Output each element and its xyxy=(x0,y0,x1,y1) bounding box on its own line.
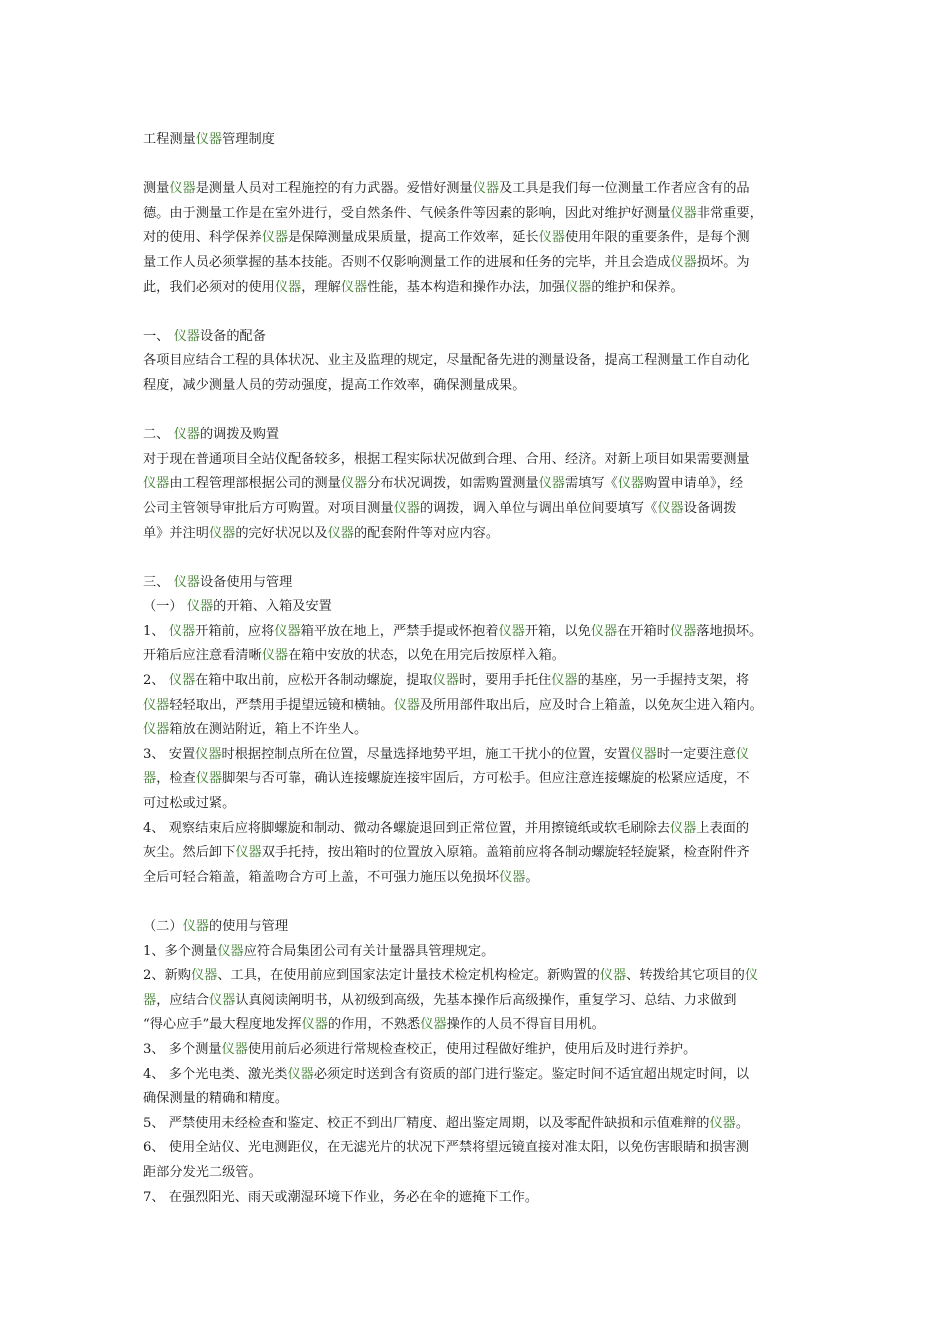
text-segment: 。 xyxy=(735,1115,750,1131)
keyword-link: 仪器 xyxy=(173,574,200,590)
keyword-link: 仪器 xyxy=(340,476,368,492)
keyword-link: 仪器 xyxy=(538,230,565,246)
keyword-link: 仪器 xyxy=(657,500,684,516)
text-line xyxy=(143,522,815,547)
text-line xyxy=(143,325,815,350)
text-line xyxy=(143,1112,815,1137)
text-line xyxy=(143,644,815,669)
paragraph-gap xyxy=(143,546,815,571)
keyword-link: 仪器 xyxy=(274,623,301,639)
text-segment: 操作的人员不得盲目用机。 xyxy=(446,1017,605,1033)
text-line xyxy=(143,866,815,891)
text-segment: 单》并注明 xyxy=(143,525,209,541)
keyword-link: 仪器 xyxy=(274,279,302,295)
text-segment: 落地损坏。 xyxy=(696,623,763,639)
text-segment: 对的使用、科学保养 xyxy=(143,230,262,246)
keyword-link: 仪器 xyxy=(670,205,697,221)
text-segment: 的调拨，调入单位与调出单位间要填写《 xyxy=(419,500,658,516)
text-segment: 箱平放在地上，严禁手提或怀抱着 xyxy=(300,623,499,639)
text-segment: 工程测量 xyxy=(143,132,196,147)
keyword-link: 仪器 xyxy=(143,476,170,492)
text-segment: 损坏。为 xyxy=(696,254,750,270)
text-segment: 性能，基本构造和操作办法，加强 xyxy=(367,279,565,295)
text-segment: 2、 xyxy=(143,673,169,689)
text-segment: 在开箱时 xyxy=(617,623,670,639)
keyword-link: 仪器 xyxy=(287,1066,314,1082)
text-line xyxy=(143,276,815,301)
keyword-link: 仪器 xyxy=(173,427,200,443)
keyword-link: 仪 xyxy=(744,968,759,984)
text-segment: 的维护和保养。 xyxy=(591,279,684,295)
text-segment: 德。由于测量工作是在室外进行，受自然条件、气候条件等因素的影响，因此对维护好测量 xyxy=(143,205,671,221)
paragraph-gap xyxy=(143,890,815,915)
text-segment: 开箱前，应将 xyxy=(195,623,275,639)
text-segment: 设备的配备 xyxy=(199,328,266,344)
text-line xyxy=(143,915,815,940)
text-segment: 的基座，另一手握持支架，将 xyxy=(577,673,750,689)
keyword-link: 仪器 xyxy=(393,697,420,713)
text-line xyxy=(143,497,815,522)
text-segment: 量工作人员必须掌握的基本技能。否则不仅影响测量工作的进展和任务的完毕，并且会造成 xyxy=(143,254,671,270)
paragraph-gap xyxy=(143,399,815,424)
text-segment: （二） xyxy=(143,919,183,934)
text-segment: 二、 xyxy=(143,427,174,443)
text-line xyxy=(143,694,815,719)
text-segment: 的配套附件等对应内容。 xyxy=(354,525,500,541)
text-segment: 时一定要注意 xyxy=(656,746,736,762)
text-segment: 三、 xyxy=(143,574,174,590)
text-segment: 管理制度 xyxy=(222,132,275,147)
keyword-link: 仪器 xyxy=(208,525,236,541)
text-segment: 灰尘。然后卸下 xyxy=(143,845,236,861)
paragraph-gap xyxy=(143,300,815,325)
keyword-link: 仪器 xyxy=(168,673,196,689)
text-line xyxy=(143,349,815,374)
text-line xyxy=(143,817,815,842)
text-line xyxy=(143,571,815,596)
text-line xyxy=(143,226,815,251)
text-segment: 的开箱、入箱及安置 xyxy=(213,599,332,615)
text-segment: 确保测量的精确和精度。 xyxy=(143,1091,289,1107)
text-segment: 4、 多个光电类、激光类 xyxy=(143,1066,288,1082)
text-segment: 一、 xyxy=(143,328,174,344)
text-segment: 。 xyxy=(525,869,539,885)
text-line xyxy=(143,251,815,276)
text-segment: 设备使用与管理 xyxy=(199,574,293,590)
text-segment: 箱放在测站附近，箱上不许坐人。 xyxy=(169,722,368,738)
text-segment: 及工具是我们每一位测量工作者应含有的品 xyxy=(499,181,750,197)
text-line xyxy=(143,841,815,866)
keyword-link: 仪器 xyxy=(143,722,170,738)
keyword-link: 仪器 xyxy=(617,476,645,492)
document-title xyxy=(143,128,815,153)
text-line xyxy=(143,1186,815,1211)
text-segment: 必须定时送到含有资质的部门进行鉴定。鉴定时间不适宜超出规定时间，以 xyxy=(313,1066,750,1082)
keyword-link: 仪器 xyxy=(235,845,262,861)
text-segment: 距部分发光二级管。 xyxy=(143,1164,262,1180)
keyword-link: 仪器 xyxy=(498,623,525,639)
text-segment: 认真阅读阐明书，从初级到高级，先基本操作后高级操作，重复学习、总结、力求做到 xyxy=(235,992,737,1008)
text-segment: 及所用部件取出后，应及时合上箱盖，以免灰尘进入箱内。 xyxy=(419,697,763,713)
text-segment: 3、 多个测量 xyxy=(143,1041,222,1057)
text-line xyxy=(143,202,815,227)
text-line xyxy=(143,940,815,965)
text-line xyxy=(143,669,815,694)
text-line xyxy=(143,792,815,817)
keyword-link: 仪器 xyxy=(420,1017,447,1033)
text-segment: 的完好状况以及 xyxy=(235,525,328,541)
text-segment: 3、 安置 xyxy=(143,746,196,762)
text-segment: 测量 xyxy=(143,181,170,197)
keyword-link: 仪器 xyxy=(472,181,500,197)
keyword-link: 仪器 xyxy=(195,132,223,147)
text-segment: 的调拨及购置 xyxy=(199,427,280,443)
text-line xyxy=(143,743,815,768)
text-segment: 在箱中取出前，应松开各制动螺旋，提取 xyxy=(195,673,433,689)
text-segment: 非常重要， xyxy=(696,205,763,221)
text-line xyxy=(143,177,815,202)
text-segment: 的作用，不熟悉 xyxy=(327,1017,421,1033)
text-segment: 使用年限的重要条件，是每个测 xyxy=(565,230,750,246)
text-segment: 设备调拨 xyxy=(683,500,737,516)
text-segment: 是保障测量成果质量，提高工作效率，延长 xyxy=(288,230,539,246)
text-segment: 开箱后应注意看清晰 xyxy=(143,648,262,664)
text-segment: 上表面的 xyxy=(696,820,750,836)
text-segment: 公司主管领导审批后方可购置。对项目测量 xyxy=(143,500,394,516)
text-segment: 分布状况调拨，如需购置测量 xyxy=(367,476,539,492)
text-segment: 需填写《 xyxy=(565,476,618,492)
keyword-link: 仪器 xyxy=(630,746,657,762)
document-body xyxy=(143,128,815,1210)
keyword-link: 仪器 xyxy=(340,279,368,295)
text-segment: 脚架与否可靠，确认连接螺旋连接牢固后，方可松手。但应注意连接螺旋的松紧应适度，不 xyxy=(222,771,750,787)
text-segment: 双手托持，按出箱时的位置放入原箱。盖箱前应将各制动螺旋轻轻旋紧，检查附件齐 xyxy=(261,845,750,861)
keyword-link: 仪器 xyxy=(590,623,618,639)
text-segment: ，应结合 xyxy=(156,992,209,1008)
text-segment: 此，我们必须对的使用 xyxy=(143,279,275,295)
text-segment: 各项目应结合工程的具体状况、业主及监理的规定，尽量配备先进的测量设备，提高工程测量工作自动化 xyxy=(143,353,750,369)
keyword-link: 器 xyxy=(143,771,157,787)
text-segment: ，理解 xyxy=(301,279,341,295)
text-segment: 时根据控制点所在位置，尽量选择地势平坦，施工干扰小的位置，安置 xyxy=(221,746,631,762)
text-segment: 应符合局集团公司有关计量器具管理规定。 xyxy=(243,943,495,959)
text-line xyxy=(143,374,815,399)
text-segment: 由工程管理部根据公司的测量 xyxy=(169,476,341,492)
keyword-link: 仪器 xyxy=(217,943,244,959)
text-line xyxy=(143,595,815,620)
text-line xyxy=(143,718,815,743)
text-segment: 1、 xyxy=(143,623,169,639)
text-segment: 、工具，在使用前应到国家法定计量技术检定机构检定。新购置的 xyxy=(217,968,600,984)
keyword-link: 器 xyxy=(143,992,157,1008)
keyword-link: 仪 xyxy=(735,746,750,762)
keyword-link: 仪器 xyxy=(327,525,354,541)
keyword-link: 仪器 xyxy=(208,992,236,1008)
keyword-link: 仪器 xyxy=(670,254,697,270)
keyword-link: 仪器 xyxy=(195,746,222,762)
keyword-link: 仪器 xyxy=(565,279,592,295)
text-segment: 全后可轻合箱盖，箱盖吻合方可上盖，不可强力施压以免损坏 xyxy=(143,869,500,885)
text-line xyxy=(143,1063,815,1088)
text-line xyxy=(143,964,815,989)
text-line xyxy=(143,767,815,792)
keyword-link: 仪器 xyxy=(669,820,697,836)
keyword-link: 仪器 xyxy=(221,1041,248,1057)
keyword-link: 仪器 xyxy=(599,968,627,984)
text-line xyxy=(143,472,815,497)
text-segment: 的使用与管理 xyxy=(208,919,289,934)
text-segment: 6、 使用全站仪、光电测距仪，在无滤光片的状况下严禁将望远镜直接对准太阳，以免伤害眼睛和损害测 xyxy=(143,1140,750,1156)
keyword-link: 仪器 xyxy=(393,500,420,516)
text-segment: 是测量人员对工程施控的有力武器。爱惜好测量 xyxy=(195,181,473,197)
keyword-link: 仪器 xyxy=(709,1115,736,1131)
keyword-link: 仪器 xyxy=(261,230,289,246)
text-line xyxy=(143,448,815,473)
text-line xyxy=(143,989,815,1014)
text-segment: 4、 观察结束后应将脚螺旋和制动、微动各螺旋退回到正常位置，并用擦镜纸或软毛刷除去 xyxy=(143,820,670,836)
keyword-link: 仪器 xyxy=(551,673,578,689)
keyword-link: 仪器 xyxy=(432,673,459,689)
text-segment: 购置申请单》，经 xyxy=(644,476,744,492)
text-segment: 对于现在普通项目全站仪配备较多，根据工程实际状况做到合理、合用、经济。对新上项目如果需要测量 xyxy=(143,451,750,467)
keyword-link: 仪器 xyxy=(143,697,170,713)
keyword-link: 仪器 xyxy=(301,1017,328,1033)
text-segment: “得心应手”最大程度地发挥 xyxy=(143,1017,302,1033)
keyword-link: 仪器 xyxy=(168,623,196,639)
text-segment: ，检查 xyxy=(156,771,196,787)
keyword-link: 仪器 xyxy=(169,181,196,197)
text-segment: 可过松或过紧。 xyxy=(143,796,236,812)
text-line xyxy=(143,620,815,645)
keyword-link: 仪器 xyxy=(173,328,200,344)
text-segment: 在箱中安放的状态，以免在用完后按原样入箱。 xyxy=(288,648,565,664)
text-line xyxy=(143,423,815,448)
text-segment: 5、 严禁使用未经检查和鉴定、校正不到出厂精度、超出鉴定周期，以及零配件缺损和示值难辩的 xyxy=(143,1115,710,1131)
text-segment: （一） xyxy=(143,599,187,615)
paragraph-gap xyxy=(143,153,815,178)
keyword-link: 仪器 xyxy=(190,968,218,984)
keyword-link: 仪器 xyxy=(669,623,697,639)
text-segment: 时，要用手托住 xyxy=(458,673,552,689)
keyword-link: 仪器 xyxy=(499,869,526,885)
text-segment: 程度，减少测量人员的劳动强度，提高工作效率，确保测量成果。 xyxy=(143,377,526,393)
text-segment: 2、新购 xyxy=(143,968,191,984)
text-segment: 7、 在强烈阳光、雨天或潮湿环境下作业，务必在伞的遮掩下工作。 xyxy=(143,1189,539,1205)
text-line xyxy=(143,1038,815,1063)
text-segment: 、转拨给其它项目的 xyxy=(626,968,745,984)
text-line xyxy=(143,1087,815,1112)
text-line xyxy=(143,1136,815,1161)
text-line xyxy=(143,1013,815,1038)
keyword-link: 仪器 xyxy=(182,919,209,934)
keyword-link: 仪器 xyxy=(186,599,214,615)
text-segment: 1、多个测量 xyxy=(143,943,218,959)
text-segment: 开箱，以免 xyxy=(524,623,591,639)
text-segment: 使用前后必须进行常规检查校正，使用过程做好维护，使用后及时进行养护。 xyxy=(247,1041,697,1057)
text-segment: 轻轻取出，严禁用手提望远镜和横轴。 xyxy=(169,697,394,713)
keyword-link: 仪器 xyxy=(261,648,289,664)
keyword-link: 仪器 xyxy=(195,771,223,787)
text-line xyxy=(143,1161,815,1186)
keyword-link: 仪器 xyxy=(538,476,565,492)
